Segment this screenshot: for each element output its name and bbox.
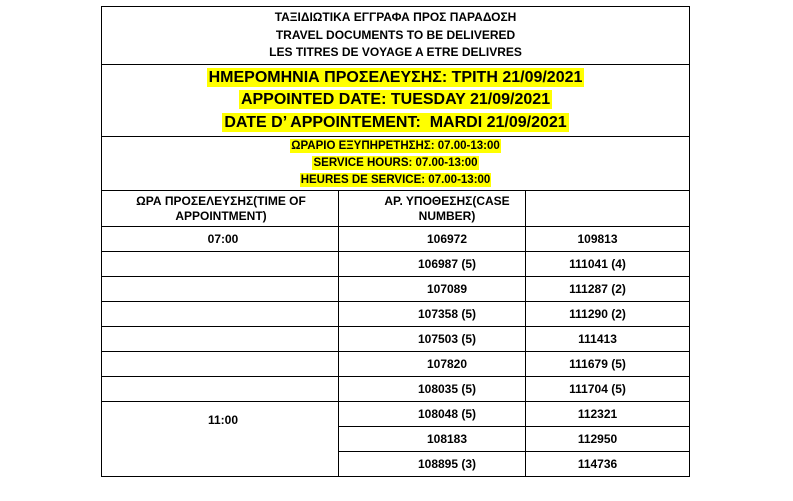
- case-number-cell: 114736: [526, 452, 690, 477]
- case-number-cell: 112321: [526, 402, 690, 427]
- table-row: [102, 252, 690, 277]
- appointment-date-english: APPOINTED DATE: TUESDAY 21/09/2021: [240, 91, 551, 109]
- case-number-cell: 111287 (2): [526, 277, 690, 302]
- appointment-date-greek: ΗΜΕΡΟΜΗΝΙΑ ΠΡΟΣΕΛΕΥΣΗΣ: ΤΡΙΤΗ 21/09/2021: [208, 68, 583, 86]
- time-column-header: ΩΡΑ ΠΡΟΣΕΛΕΥΣΗΣ(TIME OF APPOINTMENT): [102, 191, 339, 227]
- service-hours-greek-line: [102, 138, 689, 155]
- service-hours-french: HEURES DE SERVICE: 07.00-13:00: [300, 174, 491, 186]
- case-number-cell: 106987 (5): [339, 252, 526, 277]
- case-number-cell: 109813: [526, 227, 690, 252]
- appointment-date-cell: [102, 65, 690, 137]
- table-row: [102, 402, 690, 427]
- table-row: [102, 352, 690, 377]
- time-cell: [102, 252, 339, 277]
- case-number-cell: 108035 (5): [339, 377, 526, 402]
- appointment-date-greek-line: [102, 67, 689, 90]
- case-number-cell: 111413: [526, 327, 690, 352]
- service-hours-row: [102, 137, 690, 191]
- appointment-date-french: DATE D’ APPOINTEMENT: MARDI 21/09/2021: [224, 113, 567, 131]
- title-row: [102, 7, 690, 65]
- service-hours-cell: [102, 137, 690, 191]
- time-cell: [102, 327, 339, 352]
- case-number-cell: 107820: [339, 352, 526, 377]
- title-greek: ΤΑΞΙΔΙΩΤΙΚΑ ΕΓΓΡΑΦΑ ΠΡΟΣ ΠΑΡΑΔΟΣΗ: [274, 10, 517, 25]
- table-row: [102, 377, 690, 402]
- title-french: LES TITRES DE VOYAGE A ETRE DELIVRES: [269, 45, 522, 60]
- case-number-column-header: ΑΡ. ΥΠΟΘΕΣΗΣ(CASE NUMBER): [339, 191, 526, 227]
- case-number-cell: 108895 (3): [339, 452, 526, 477]
- time-cell: [102, 352, 339, 377]
- title-english: TRAVEL DOCUMENTS TO BE DELIVERED: [275, 27, 516, 42]
- case-number-cell: 112950: [526, 427, 690, 452]
- time-cell: [102, 377, 339, 402]
- case-number-cell: 111704 (5): [526, 377, 690, 402]
- time-cell: 07:00: [102, 227, 339, 252]
- case-number-cell: 107503 (5): [339, 327, 526, 352]
- appointment-date-row: [102, 65, 690, 137]
- time-cell: 11:00: [102, 402, 339, 477]
- appointment-date-english-line: [102, 89, 689, 112]
- table-row: [102, 302, 690, 327]
- table-row: [102, 277, 690, 302]
- table-row: [102, 327, 690, 352]
- case-number-cell: 111290 (2): [526, 302, 690, 327]
- case-number-cell: 108048 (5): [339, 402, 526, 427]
- service-hours-french-line: [102, 172, 689, 189]
- column-header-row: [102, 191, 690, 227]
- time-cell: [102, 277, 339, 302]
- appointment-date-french-line: [102, 112, 689, 135]
- case-number-cell: 106972: [339, 227, 526, 252]
- service-hours-english: SERVICE HOURS: 07.00-13:00: [313, 157, 478, 169]
- table-row: [102, 227, 690, 252]
- service-hours-english-line: [102, 155, 689, 172]
- case-number-cell: 107358 (5): [339, 302, 526, 327]
- travel-documents-table: [101, 6, 690, 477]
- case-number-cell: 111041 (4): [526, 252, 690, 277]
- case-number-cell: 108183: [339, 427, 526, 452]
- service-hours-greek: ΩΡΑΡΙΟ ΕΞΥΠΗΡΕΤΗΣΗΣ: 07.00-13:00: [291, 140, 500, 152]
- title-cell: [102, 7, 690, 65]
- case-number-cell: 111679 (5): [526, 352, 690, 377]
- time-cell: [102, 302, 339, 327]
- empty-column-header: [526, 191, 690, 227]
- case-number-cell: 107089: [339, 277, 526, 302]
